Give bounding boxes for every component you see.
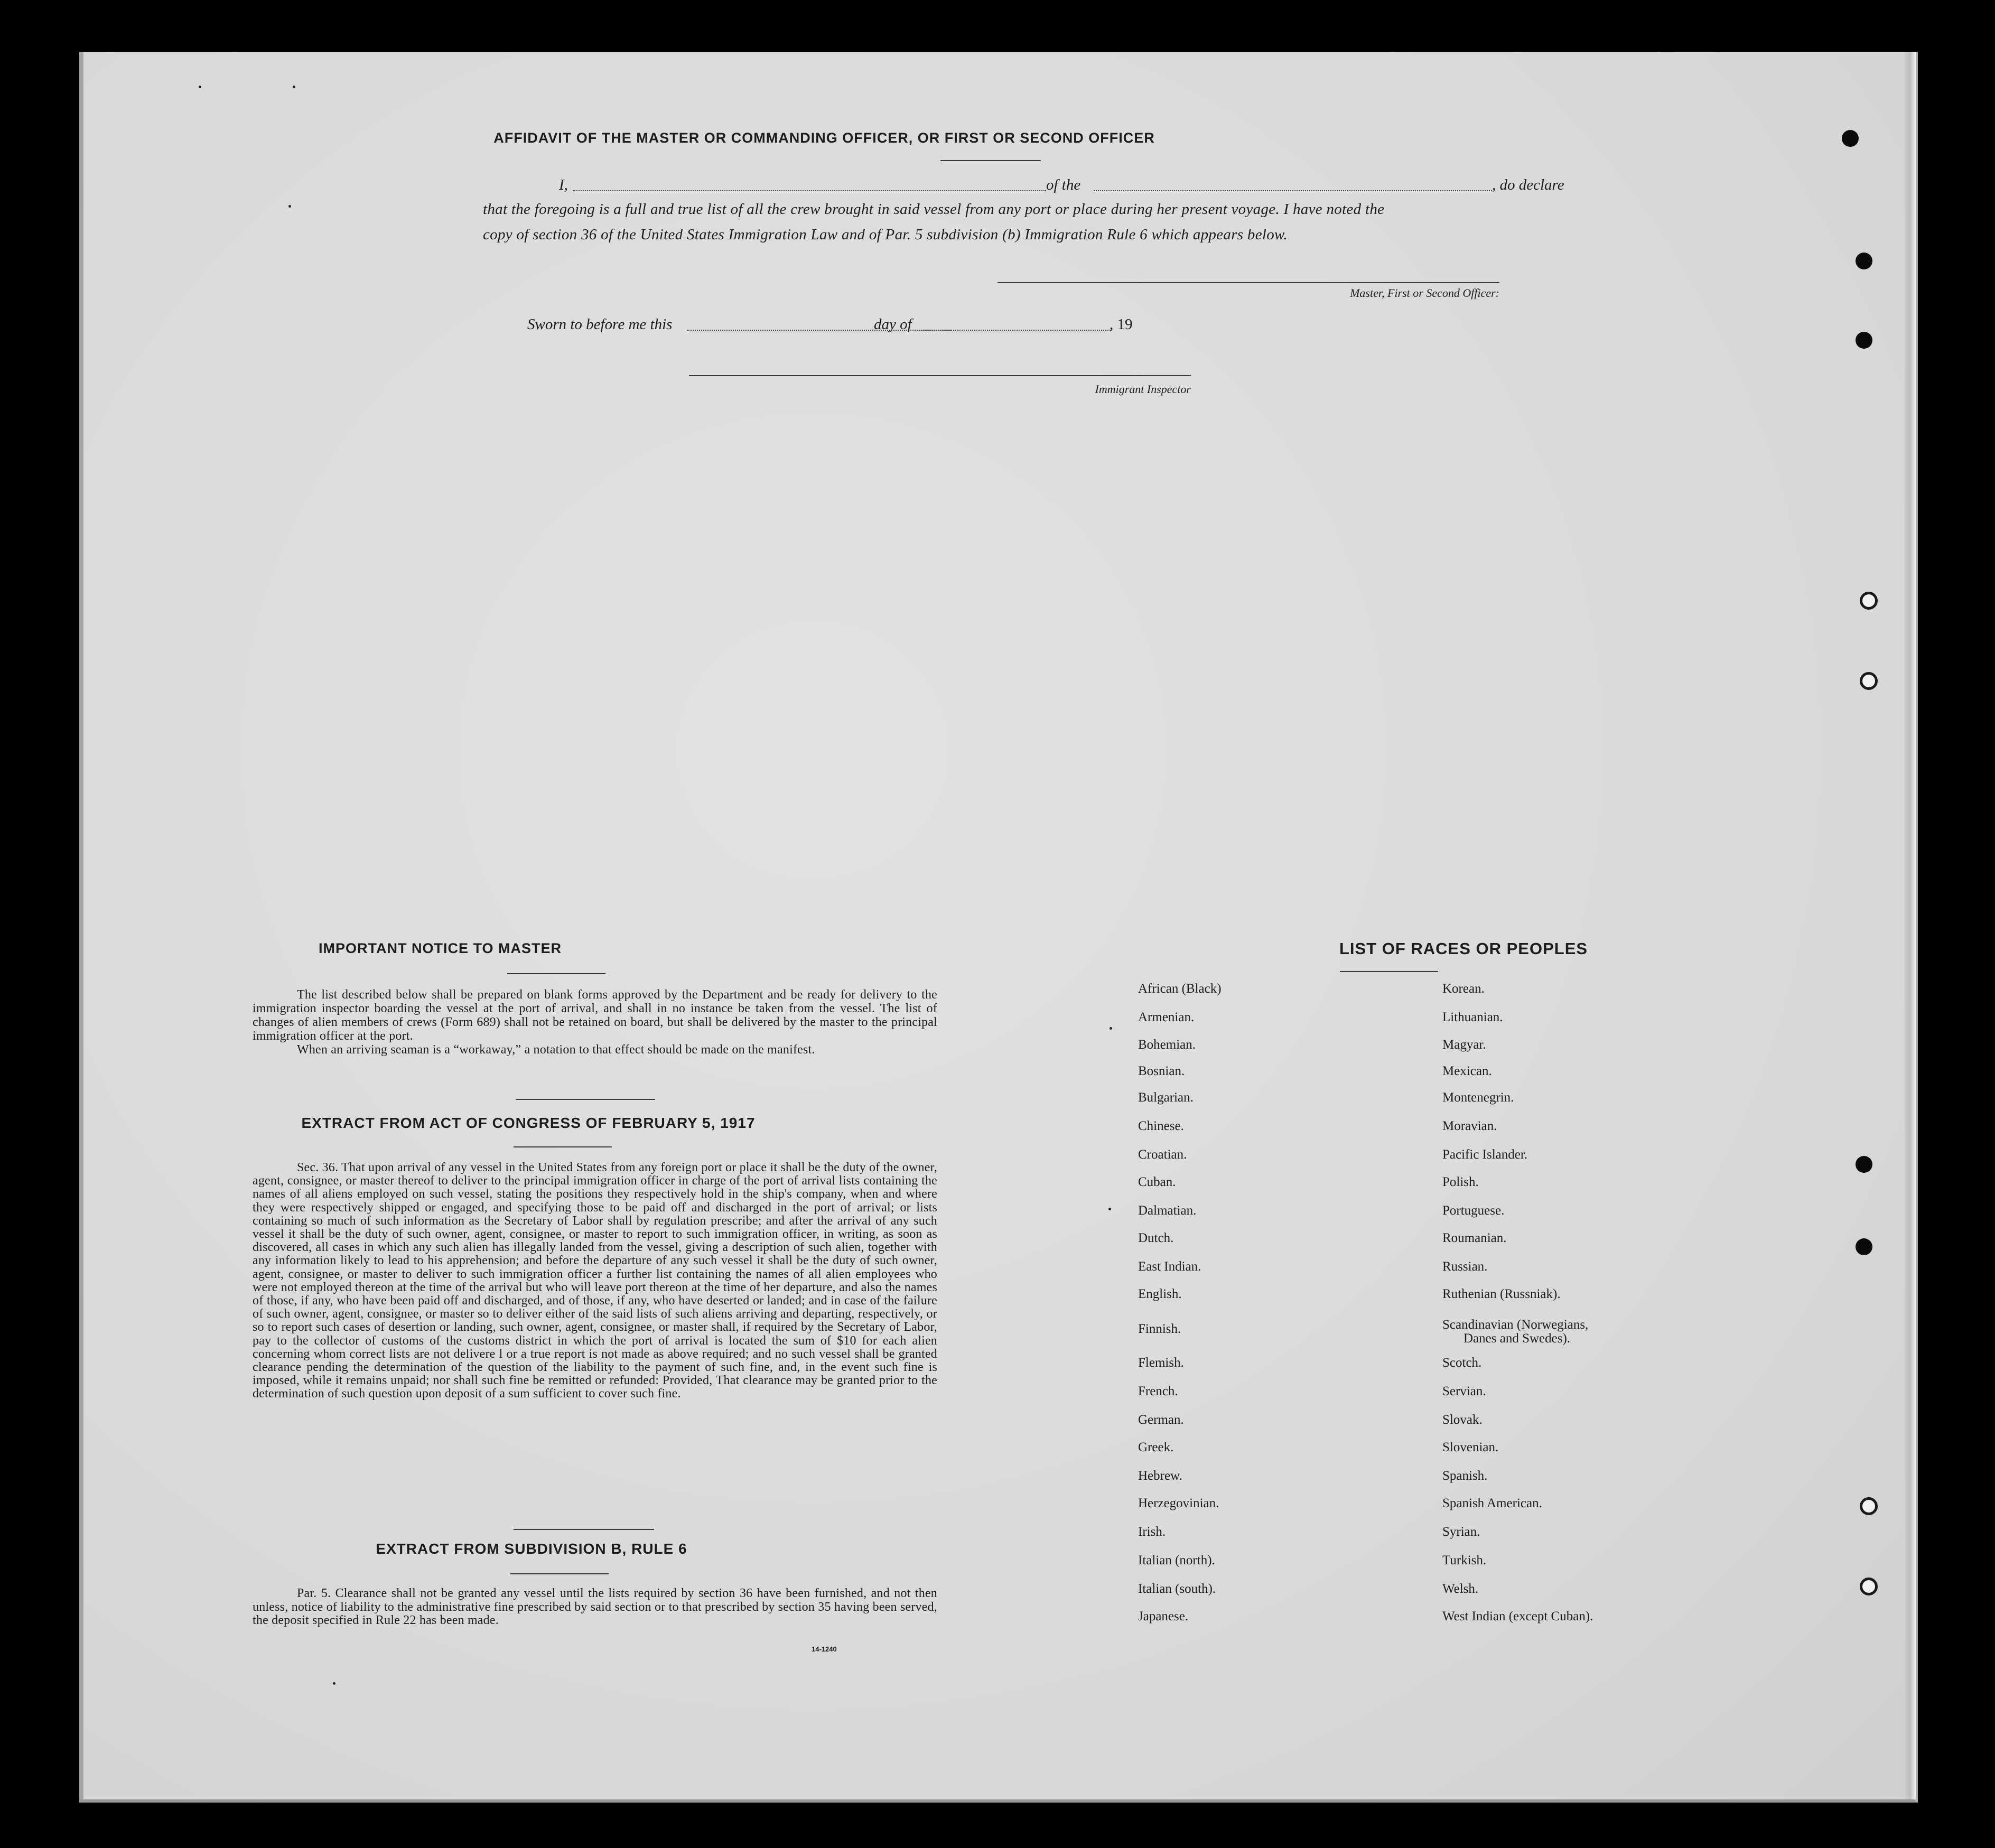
race-item-right: Syrian.: [1442, 1525, 1480, 1539]
race-item-right: Turkish.: [1442, 1553, 1487, 1567]
race-item-right: Spanish.: [1442, 1469, 1488, 1483]
notice-separator: [516, 1099, 655, 1100]
race-item-right: Montenegrin.: [1442, 1090, 1514, 1105]
affidavit-declare-label: , do declare: [1492, 176, 1564, 193]
affidavit-title: AFFIDAVIT OF THE MASTER OR COMMANDING OFFICER, OR FIRST OR SECOND OFFICER: [493, 130, 1155, 146]
race-item-left: English.: [1138, 1287, 1182, 1301]
affidavit-line-1: that the foregoing is a full and true list of all the crew brought in said vessel from any port or place during her present voyage. I have noted the: [483, 201, 1385, 218]
binder-hole: [1860, 672, 1878, 690]
binder-hole: [1856, 253, 1872, 269]
binder-hole: [1860, 1578, 1878, 1595]
race-item-right: Moravian.: [1442, 1119, 1497, 1133]
race-item-right: Lithuanian.: [1442, 1010, 1503, 1024]
race-item-right: Slovak.: [1442, 1413, 1483, 1427]
binder-hole: [1856, 1156, 1872, 1173]
race-item-left: Herzegovinian.: [1138, 1496, 1219, 1510]
race-item-left: Japanese.: [1138, 1609, 1189, 1623]
race-item-right: West Indian (except Cuban).: [1442, 1609, 1593, 1623]
race-item-left: Italian (south).: [1138, 1582, 1216, 1596]
affidavit-of-the-label: of the: [1046, 176, 1081, 193]
inspector-caption: Immigrant Inspector: [1095, 382, 1191, 396]
extract-rule-title: EXTRACT FROM SUBDIVISION B, RULE 6: [376, 1541, 687, 1557]
race-item-right: Servian.: [1442, 1384, 1486, 1398]
speck: [1110, 1027, 1112, 1030]
extract-separator: [514, 1529, 654, 1530]
notice-title-rule: [507, 973, 605, 974]
race-item-right: Polish.: [1442, 1175, 1479, 1189]
race-item-left: French.: [1138, 1384, 1178, 1398]
race-item-right: Scotch.: [1442, 1356, 1482, 1370]
sworn-label: Sworn to before me this: [527, 316, 673, 333]
race-item-left: Armenian.: [1138, 1010, 1195, 1024]
race-item-left: East Indian.: [1138, 1259, 1201, 1274]
page-right-edge: [1904, 52, 1916, 1799]
race-item-right: Portuguese.: [1442, 1203, 1505, 1218]
form-number: 14-1240: [812, 1645, 837, 1653]
race-item-left: Finnish.: [1138, 1322, 1181, 1336]
race-item-left: Cuban.: [1138, 1175, 1176, 1189]
master-signature-line[interactable]: [997, 282, 1499, 283]
race-item-left: Dalmatian.: [1138, 1203, 1197, 1218]
race-item-left: Dutch.: [1138, 1231, 1174, 1245]
affidavit-line-2: copy of section 36 of the United States Immigration Law and of Par. 5 subdivision (b) Immigration Rule 6 which appears below.: [483, 226, 1288, 243]
binder-hole: [1860, 1497, 1878, 1515]
race-item-left: Irish.: [1138, 1525, 1166, 1539]
extract-act-title-rule: [514, 1146, 612, 1147]
race-item-left: Bosnian.: [1138, 1064, 1185, 1078]
extract-act-title: EXTRACT FROM ACT OF CONGRESS OF FEBRUARY 5, 1917: [301, 1115, 756, 1131]
races-title: LIST OF RACES OR PEOPLES: [1339, 939, 1588, 958]
race-item-left: Chinese.: [1138, 1119, 1184, 1133]
race-item-right: Slovenian.: [1442, 1440, 1499, 1454]
race-item-right: Danes and Swedes).: [1463, 1331, 1571, 1346]
binder-hole: [1842, 130, 1859, 147]
race-item-left: Bohemian.: [1138, 1038, 1196, 1052]
speck: [199, 86, 201, 88]
speck: [333, 1682, 335, 1685]
page-left-shadow: [79, 52, 83, 1799]
race-item-right: Spanish American.: [1442, 1496, 1542, 1510]
affidavit-vessel-field[interactable]: [1094, 190, 1492, 191]
race-item-right: Welsh.: [1442, 1582, 1479, 1596]
race-item-left: African (Black): [1138, 982, 1222, 996]
race-item-right: Scandinavian (Norwegians,: [1442, 1318, 1589, 1332]
notice-paragraph-2: When an arriving seaman is a “workaway,” a notation to that effect should be made on the manifest.: [297, 1043, 815, 1057]
day-of-label: day of: [874, 316, 912, 333]
notice-text: [253, 988, 937, 1057]
races-title-rule: [1340, 971, 1438, 972]
binder-hole: [1856, 1238, 1872, 1255]
race-item-right: Roumanian.: [1442, 1231, 1507, 1245]
race-item-left: Greek.: [1138, 1440, 1174, 1454]
race-item-right: Pacific Islander.: [1442, 1147, 1528, 1162]
race-item-left: Hebrew.: [1138, 1469, 1182, 1483]
race-item-left: German.: [1138, 1413, 1184, 1427]
extract-rule-text: [253, 1587, 937, 1628]
extract-rule-title-rule: [510, 1573, 609, 1574]
notice-paragraph-1: The list described below shall be prepared on blank forms approved by the Department and be ready for delivery to the immigration inspector boarding the vessel at the port of arrival, and shall in no instance be taken from the vessel. The list of changes of alien members of crews (Form 689) shall not be retained on board, but shall be delivered by the master to the principal immigration officer at the port.: [253, 988, 937, 1043]
race-item-left: Bulgarian.: [1138, 1090, 1194, 1105]
affidavit-name-field[interactable]: [573, 190, 1046, 191]
binder-hole: [1860, 592, 1878, 610]
par-5-paragraph: Par. 5. Clearance shall not be granted any vessel until the lists required by section 36 have been furnished, and not then unless, notice of liability to the administrative fine prescribed by said section or to that prescribed by section 35 having been served, the deposit specified in Rule 22 has been made.: [253, 1586, 937, 1627]
speck: [293, 86, 295, 88]
year-label: , 19: [1110, 316, 1133, 333]
inspector-signature-line[interactable]: [689, 375, 1191, 376]
race-item-right: Korean.: [1442, 982, 1485, 996]
notice-title: IMPORTANT NOTICE TO MASTER: [319, 940, 562, 956]
extract-act-text: [253, 1161, 937, 1401]
speck: [288, 205, 291, 208]
document-page: [79, 52, 1918, 1803]
race-item-left: Flemish.: [1138, 1356, 1184, 1370]
master-signature-caption: Master, First or Second Officer:: [1350, 286, 1499, 300]
race-item-right: Mexican.: [1442, 1064, 1492, 1078]
speck: [1108, 1208, 1111, 1210]
race-item-right: Ruthenian (Russniak).: [1442, 1287, 1561, 1301]
sworn-month-field[interactable]: [915, 330, 1111, 331]
race-item-right: Magyar.: [1442, 1038, 1486, 1052]
race-item-left: Italian (north).: [1138, 1553, 1215, 1567]
affidavit-i-label: I,: [559, 176, 568, 193]
race-item-left: Croatian.: [1138, 1147, 1187, 1162]
affidavit-title-rule: [940, 160, 1041, 161]
binder-hole: [1856, 332, 1872, 349]
sec-36-paragraph: Sec. 36. That upon arrival of any vessel in the United States from any foreign port or place it shall be the duty of the owner, agent, consignee, or master thereof to deliver to the principal immigration officer in charge of the port of arrival lists containing the names of all aliens employed on such vessel, stating the positions they respectively hold in the ship's company, when and where they were respectively shipped or engaged, and specifying those to be paid off and discharged in the port of arrival; or lists containing so much of such information as the Secretary of Labor shall by regulation prescribe; and after the arrival of any such vessel it shall be the duty of such owner, agent, consignee, or master to report to such immigration officer, in writing, as soon as discovered, all cases in which any such alien has illegally landed from the vessel, giving a description of such alien, together with any information likely to lead to his apprehension; and before the departure of any such vessel it shall be the duty of such owner, agent, consignee, or master to deliver to such immigration officer a further list containing the names of all alien employees who were not employed thereon at the time of the arrival but who will leave port thereon at the time of her departure, and also the names of those, if any, who have been paid off and discharged, and of those, if any, who have deserted or landed; and in case of the failure of such owner, agent, consignee, or master so to deliver either of the said lists of such aliens arriving and departing, respectively, or so to report such cases of desertion or landing, such owner, agent, consignee, or master shall, if required by the Secretary of Labor, pay to the collector of customs of the customs district in which the port of arrival is located the sum of $10 for each alien concerning whom correct lists are not delivere l or a true report is not made as above required; and no such vessel shall be granted clearance pending the determination of the question of the liability to the payment of such fine, and, in the event such fine is imposed, while it remains unpaid; nor shall such fine be remitted or refunded: Provided, That clearance may be granted prior to the determination of such question upon deposit of a sum sufficient to cover such fine.: [253, 1161, 937, 1401]
race-item-right: Russian.: [1442, 1259, 1488, 1274]
